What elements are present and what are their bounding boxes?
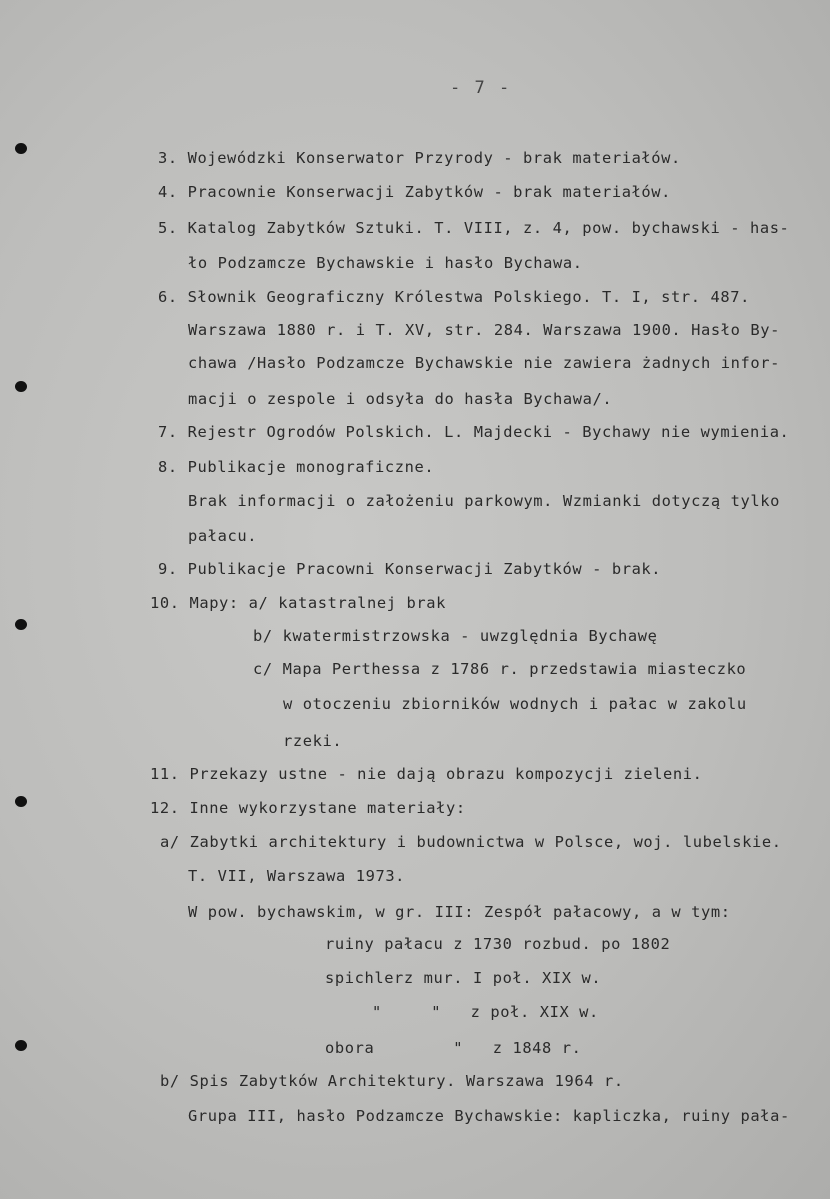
- text-line-item-10-c-cont: w otoczeniu zbiorników wodnych i pałac w zakolu: [283, 695, 747, 713]
- text-line-item-10-b: b/ kwatermistrzowska - uwzględnia Bychawę: [253, 627, 658, 645]
- punch-hole-marker: [15, 1040, 27, 1051]
- text-line-inventory: obora " z 1848 r.: [325, 1039, 582, 1057]
- text-line-item-6: 6. Słownik Geograficzny Królestwa Polskiego. T. I, str. 487.: [158, 288, 750, 306]
- text-line-item-6-cont: macji o zespole i odsyła do hasła Bychawa/.: [188, 390, 613, 408]
- text-line-item-12-a-cont: T. VII, Warszawa 1973.: [188, 867, 406, 885]
- punch-hole-marker: [15, 619, 27, 630]
- text-line-item-11: 11. Przekazy ustne - nie dają obrazu kompozycji zieleni.: [150, 765, 703, 783]
- text-line-item-6-cont: chawa /Hasło Podzamcze Bychawskie nie zawiera żadnych infor-: [188, 354, 780, 372]
- text-line-item-12-b: b/ Spis Zabytków Architektury. Warszawa 1964 r.: [160, 1072, 624, 1090]
- text-line-item-12: 12. Inne wykorzystane materiały:: [150, 799, 466, 817]
- text-line-item-6-cont: Warszawa 1880 r. i T. XV, str. 284. Warszawa 1900. Hasło By-: [188, 321, 780, 339]
- text-line-item-5: 5. Katalog Zabytków Sztuki. T. VIII, z. 4, pow. bychawski - has-: [158, 219, 790, 237]
- text-line-item-10-c-cont: rzeki.: [283, 732, 343, 750]
- page-number: - 7 -: [450, 78, 512, 98]
- text-line-item-10-c: c/ Mapa Perthessa z 1786 r. przedstawia miasteczko: [253, 660, 747, 678]
- text-line-inventory: ruiny pałacu z 1730 rozbud. po 1802: [325, 935, 671, 953]
- punch-hole-marker: [15, 796, 27, 807]
- text-line-item-5-cont: ło Podzamcze Bychawskie i hasło Bychawa.: [188, 254, 583, 272]
- text-line-item-7: 7. Rejestr Ogrodów Polskich. L. Majdecki - Bychawy nie wymienia.: [158, 423, 790, 441]
- text-line-item-8-cont: Brak informacji o założeniu parkowym. Wzmianki dotyczą tylko: [188, 492, 780, 510]
- text-line-item-8-cont: pałacu.: [188, 527, 258, 545]
- text-line-item-3: 3. Wojewódzki Konserwator Przyrody - brak materiałów.: [158, 149, 681, 167]
- punch-hole-marker: [15, 143, 27, 154]
- text-line-item-4: 4. Pracownie Konserwacji Zabytków - brak materiałów.: [158, 183, 672, 201]
- text-line-item-12-b-cont: Grupa III, hasło Podzamcze Bychawskie: kapliczka, ruiny pała-: [188, 1107, 790, 1125]
- text-line-item-8: 8. Publikacje monograficzne.: [158, 458, 435, 476]
- punch-hole-marker: [15, 381, 27, 392]
- text-line-inventory: spichlerz mur. I poł. XIX w.: [325, 969, 602, 987]
- text-line-item-12-a-cont: W pow. bychawskim, w gr. III: Zespół pałacowy, a w tym:: [188, 903, 731, 921]
- text-line-item-9: 9. Publikacje Pracowni Konserwacji Zabytków - brak.: [158, 560, 662, 578]
- text-line-item-12-a: a/ Zabytki architektury i budownictwa w Polsce, woj. lubelskie.: [160, 833, 782, 851]
- text-line-inventory: " " z poł. XIX w.: [372, 1003, 599, 1021]
- text-line-item-10: 10. Mapy: a/ katastralnej brak: [150, 594, 446, 612]
